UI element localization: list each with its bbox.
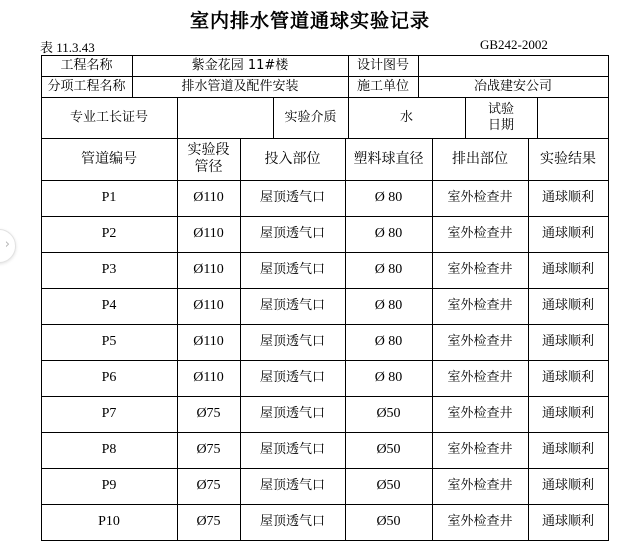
cell-pipe-diameter: Ø110 xyxy=(193,334,224,349)
cell-inlet: 屋顶透气口 xyxy=(259,226,325,241)
cell-ball-diameter: Ø50 xyxy=(376,442,401,457)
cell-pipe-diameter: Ø75 xyxy=(196,406,221,421)
sub-project-label: 分项工程名称 xyxy=(47,78,126,94)
grid-row-line xyxy=(41,540,609,541)
sub-project-value: 排水管道及配件安装 xyxy=(181,78,299,94)
cell-ball-diameter: Ø 80 xyxy=(374,262,403,277)
table-number: 表 11.3.43 xyxy=(40,40,95,55)
cell-pipe-diameter: Ø75 xyxy=(196,514,221,529)
construction-unit-value: 冶战建安公司 xyxy=(473,78,552,94)
info-border xyxy=(608,55,609,139)
viewer-edge-button[interactable] xyxy=(0,229,16,263)
project-name-label: 工程名称 xyxy=(60,57,113,73)
cell-outlet: 室外检查井 xyxy=(447,190,513,205)
cell-outlet: 室外检查井 xyxy=(447,226,513,241)
cell-pipe-id: P8 xyxy=(101,442,117,457)
cell-ball-diameter: Ø 80 xyxy=(374,298,403,313)
project-name-value: 紫金花园 11#楼 xyxy=(191,57,289,73)
chevron-right-icon: › xyxy=(4,237,10,252)
foreman-id-value xyxy=(177,97,273,138)
cell-ball-diameter: Ø 80 xyxy=(374,190,403,205)
cell-pipe-diameter: Ø110 xyxy=(193,298,224,313)
header-result: 实验结果 xyxy=(540,150,596,167)
test-medium-label: 实验介质 xyxy=(284,109,337,125)
cell-pipe-id: P5 xyxy=(101,334,117,349)
cell-pipe-diameter: Ø75 xyxy=(196,442,221,457)
cell-result: 通球顺利 xyxy=(541,190,594,205)
construction-unit-label: 施工单位 xyxy=(356,78,409,94)
cell-inlet: 屋顶透气口 xyxy=(259,298,325,313)
grid-col-line xyxy=(608,138,609,541)
cell-pipe-id: P7 xyxy=(101,406,117,421)
cell-outlet: 室外检查井 xyxy=(447,370,513,385)
cell-inlet: 屋顶透气口 xyxy=(259,262,325,277)
header-pipe-id: 管道编号 xyxy=(81,150,137,167)
cell-pipe-id: P9 xyxy=(101,478,117,493)
cell-pipe-diameter: Ø75 xyxy=(196,478,221,493)
cell-inlet: 屋顶透气口 xyxy=(259,478,325,493)
cell-result: 通球顺利 xyxy=(541,262,594,277)
test-date-label: 试验 日期 xyxy=(487,101,514,133)
cell-inlet: 屋顶透气口 xyxy=(259,406,325,421)
cell-result: 通球顺利 xyxy=(541,478,594,493)
cell-result: 通球顺利 xyxy=(541,298,594,313)
cell-result: 通球顺利 xyxy=(541,334,594,349)
header-outlet: 排出部位 xyxy=(452,150,508,167)
test-medium-value: 水 xyxy=(399,109,413,125)
cell-inlet: 屋顶透气口 xyxy=(259,370,325,385)
cell-outlet: 室外检查井 xyxy=(447,442,513,457)
header-inlet: 投入部位 xyxy=(264,150,321,167)
document-title: 室内排水管道通球实验记录 xyxy=(189,10,430,32)
cell-result: 通球顺利 xyxy=(541,514,594,529)
cell-outlet: 室外检查井 xyxy=(447,514,513,529)
cell-ball-diameter: Ø50 xyxy=(376,478,401,493)
cell-outlet: 室外检查井 xyxy=(447,478,513,493)
cell-ball-diameter: Ø 80 xyxy=(374,334,403,349)
cell-pipe-id: P6 xyxy=(101,370,117,385)
cell-pipe-id: P1 xyxy=(101,190,117,205)
test-date-value xyxy=(537,97,608,138)
cell-outlet: 室外检查井 xyxy=(447,262,513,277)
cell-outlet: 室外检查井 xyxy=(447,298,513,313)
design-drawing-value xyxy=(418,55,608,76)
cell-outlet: 室外检查井 xyxy=(447,334,513,349)
cell-inlet: 屋顶透气口 xyxy=(259,442,325,457)
cell-pipe-diameter: Ø110 xyxy=(193,190,224,205)
cell-pipe-diameter: Ø110 xyxy=(193,370,224,385)
design-drawing-label: 设计图号 xyxy=(356,57,409,73)
cell-pipe-diameter: Ø110 xyxy=(193,226,224,241)
cell-ball-diameter: Ø50 xyxy=(376,514,401,529)
cell-inlet: 屋顶透气口 xyxy=(259,190,325,205)
cell-pipe-id: P3 xyxy=(101,262,117,277)
standard-number: GB242-2002 xyxy=(480,37,548,52)
cell-pipe-id: P10 xyxy=(98,514,120,529)
cell-outlet: 室外检查井 xyxy=(447,406,513,421)
cell-ball-diameter: Ø 80 xyxy=(374,370,403,385)
cell-inlet: 屋顶透气口 xyxy=(259,514,325,529)
cell-ball-diameter: Ø 80 xyxy=(374,226,403,241)
cell-result: 通球顺利 xyxy=(541,226,594,241)
cell-ball-diameter: Ø50 xyxy=(376,406,401,421)
cell-pipe-diameter: Ø110 xyxy=(193,262,224,277)
cell-inlet: 屋顶透气口 xyxy=(259,334,325,349)
cell-pipe-id: P4 xyxy=(101,298,117,313)
cell-pipe-id: P2 xyxy=(101,226,117,241)
cell-result: 通球顺利 xyxy=(541,406,594,421)
header-ball-diameter: 塑料球直径 xyxy=(353,150,424,167)
foreman-id-label: 专业工长证号 xyxy=(69,109,148,125)
header-pipe-diameter: 实验段 管径 xyxy=(187,142,230,175)
cell-result: 通球顺利 xyxy=(541,370,594,385)
cell-result: 通球顺利 xyxy=(541,442,594,457)
